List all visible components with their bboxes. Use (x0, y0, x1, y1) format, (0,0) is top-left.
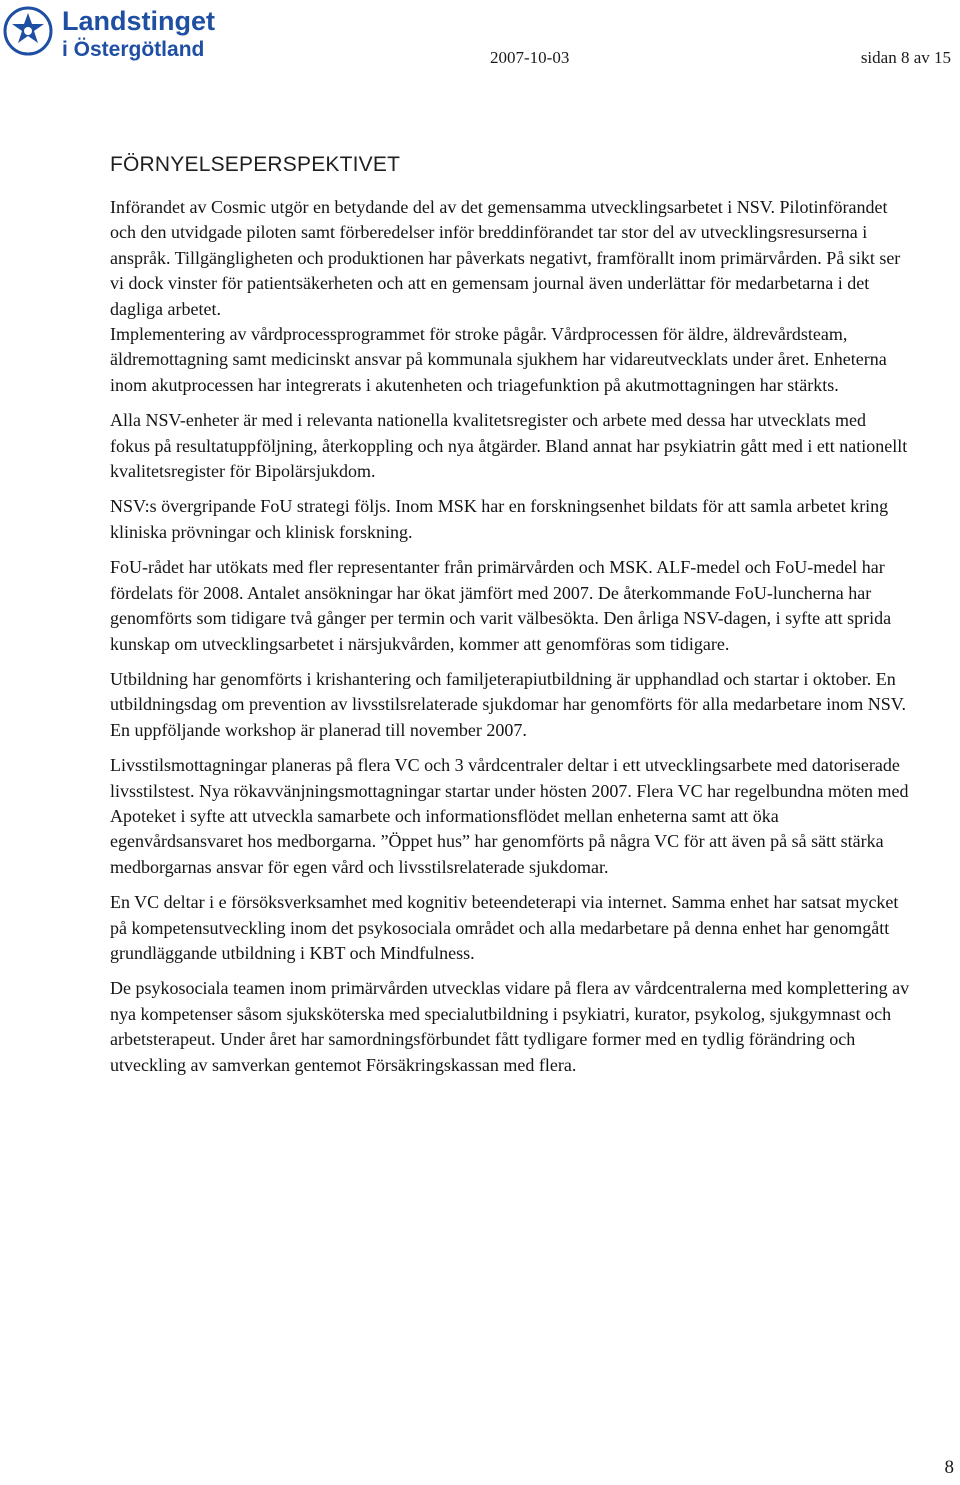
paragraph-fou-strategi: NSV:s övergripande FoU strategi följs. Inom MSK har en forskningsenhet bildats för att samla arbetet kring kliniska prövningar och klinisk forskning. (110, 496, 889, 542)
crown-emblem-icon (5, 8, 51, 54)
paragraph-stroke: Implementering av vårdprocessprogrammet för stroke pågår. Vårdprocessen för äldre, äldrevårdsteam, äldremottagning samt medicinskt ansvar på kommunala sjukhem har vidareutvecklats under året. Enheterna inom akutprocessen har integrerats i akutenheten och triagefunktion på akutmottagningen har stärkts. (110, 324, 887, 395)
paragraph-utbildning: Utbildning har genomförts i krishantering och familjeterapiutbildning är upphandlad och startar i oktober. En utbildningsdag om prevention av livsstilsrelaterade sjukdomar har genomförts för alla medarbetare inom NSV. En uppföljande workshop är planerad till november 2007. (110, 668, 906, 740)
page-number: 8 (944, 1457, 954, 1478)
paragraph-cosmic: Införandet av Cosmic utgör en betydande del av det gemensamma utvecklingsarbetet i NSV. Pilotinförandet och den utvidgade piloten samt förberedelser inför breddinförandet tar stor del av utvecklingsresurserna i anspråk. Tillgängligheten och produktionen har påverkats negativt, framförallt inom primärvården. På sikt ser vi dock vinster för patientsäkerheten och att en gemensam journal även underlättar för medarbetarna i det dagliga arbetet. (110, 197, 901, 319)
paragraph-fou-radet: FoU-rådet har utökats med fler representanter från primärvården och MSK. ALF-medel och FoU-medel har fördelats för 2008. Antalet ansökningar har ökat jämfört med 2007. De återkommande FoU-luncherna har genomförts som tidigare två gånger per termin och varit välbesökta. Den årliga NSV-dagen, i syfte att sprida kunskap om utvecklingsarbetet i närsjukvården, kommer att genomföras som tidigare. (110, 557, 892, 654)
header-page-info: sidan 8 av 15 (860, 48, 951, 67)
header-date: 2007-10-03 (490, 48, 570, 67)
logo-line2: i Östergötland (62, 38, 205, 61)
logo-line1: Landstinget (62, 6, 215, 36)
paragraph-livsstil: Livsstilsmottagningar planeras på flera VC och 3 vårdcentraler deltar i ett utvecklingsarbete med datoriserade livsstilstest. Nya rökavvänjningsmottagningar startar under hösten 2007. Flera VC har regelbundna möten med Apoteket i syfte att utveckla samarbete och informationsflödet mellan enheterna samt att öka egenvårdsansvaret hos medborgarna. ”Öppet hus” har genomförts på några VC för att även på så sätt stärka medborgarnas ansvar för egen vård och livsstilsrelaterade sjukdomar. (110, 755, 909, 877)
landstinget-logo (0, 2, 250, 62)
section-title: FÖRNYELSEPERSPEKTIVET (110, 153, 401, 176)
paragraph-psykosociala: De psykosociala teamen inom primärvården utvecklas vidare på flera av vårdcentralerna med komplettering av nya kompetenser såsom sjuksköterska med specialutbildning i psykiatri, kurator, psykolog, sjukgymnast och arbetsterapeut. Under året har samordningsförbundet fått tydligare former med en tydlig förändring och utveckling av samverkan gentemot Försäkringskassan med flera. (110, 978, 910, 1075)
landstinget-logo-graphic (0, 2, 250, 62)
paragraph-kvalitetsregister: Alla NSV-enheter är med i relevanta nationella kvalitetsregister och arbete med dessa har utvecklats med fokus på resultatuppföljning, återkoppling och nya åtgärder. Bland annat har psykiatrin gått med i ett nationellt kvalitetsregister för Bipolärsjukdom. (110, 410, 908, 482)
body-text (110, 195, 910, 1088)
paragraph-kbt: En VC deltar i e försöksverksamhet med kognitiv beteendeterapi via internet. Samma enhet har satsat mycket på kompetensutveckling inom det psykosociala området och alla medarbetare på denna enhet har genomgått grundläggande utbildning i KBT och Mindfulness. (110, 892, 899, 963)
